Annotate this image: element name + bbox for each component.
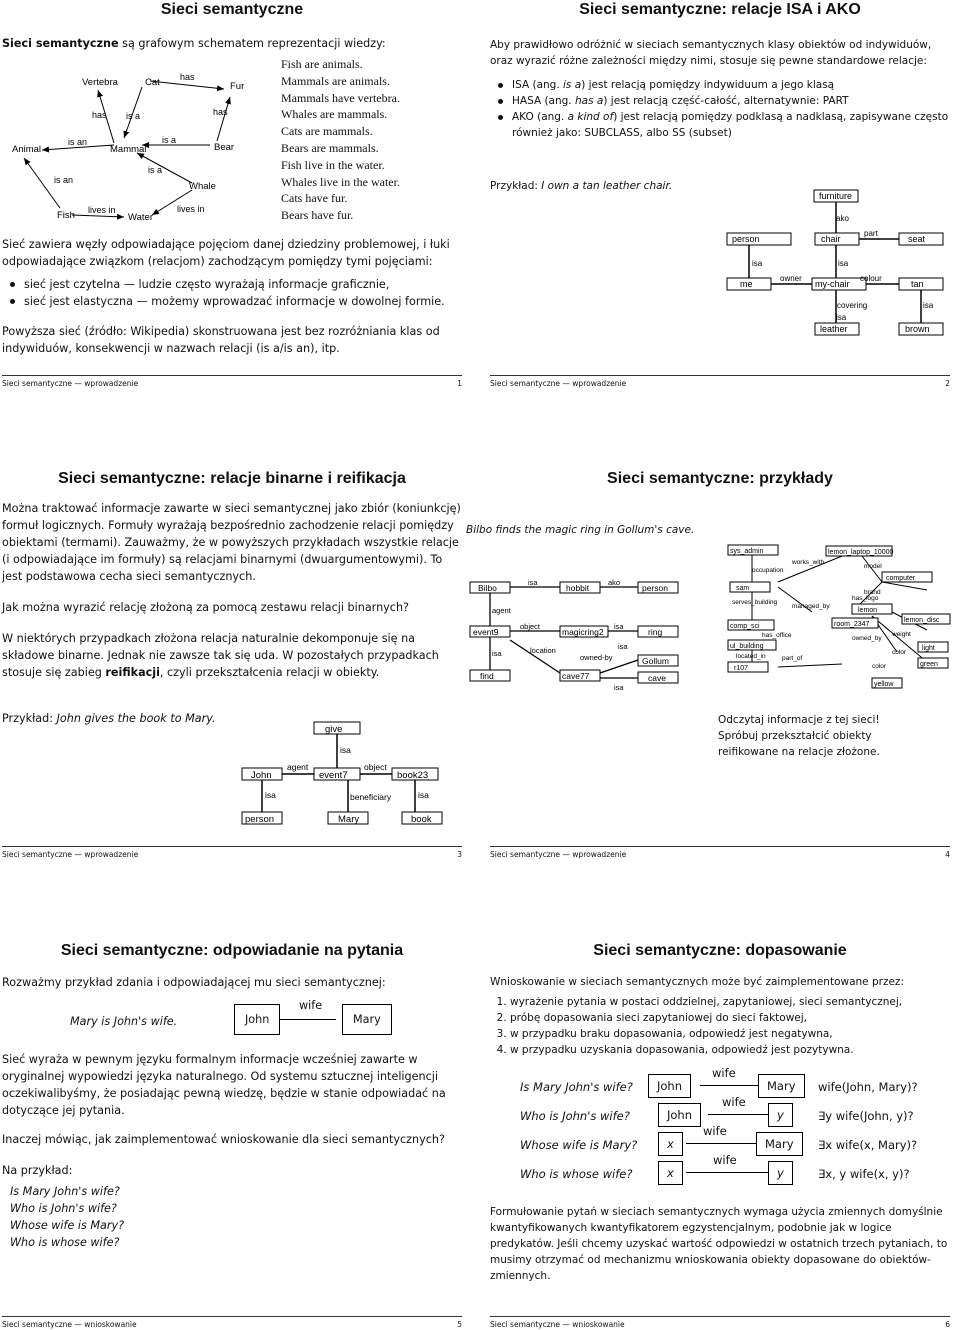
footer: Sieci semantyczne — wprowadzenie 3 bbox=[2, 846, 462, 859]
edge-label: isa bbox=[340, 745, 351, 755]
wife-example: Mary is John's wife. John wife Mary bbox=[2, 997, 462, 1047]
edge-label: agent bbox=[492, 606, 511, 615]
node-label: Bilbo bbox=[478, 583, 497, 593]
bilbo-network-diagram bbox=[466, 578, 706, 698]
query-row: Whose wife is Mary? x wife Mary ∃x wife(x, Mary)? bbox=[490, 1130, 950, 1158]
node-label: book bbox=[411, 814, 432, 825]
paragraph: Jak można wyrazić relację złożoną za pomocą zestawu relacji binarnych? bbox=[2, 601, 409, 614]
footer: Sieci semantyczne — wprowadzenie 2 bbox=[490, 375, 950, 388]
edge-label: isa bbox=[614, 683, 624, 692]
paragraph: Aby prawidłowo odróżnić w sieciach semantycznych klasy obiektów od indywiduów, oraz wyrazić różne zależności między nimi, stosuje się pewne standardowe relacje: bbox=[490, 39, 932, 67]
node-label: Whale bbox=[189, 181, 216, 192]
slide-title: Sieci semantyczne: relacje binarne i reifikacja bbox=[58, 470, 406, 487]
paragraph: W niektórych przypadkach złożona relacja naturalnie dekomponuje się na składowe binarne. Jednak nie zawsze tak się uda. W pozostałych przypadkach stosuje się zabieg reifikacji, czyli przekształcenia relacji w obiekty. bbox=[2, 632, 439, 679]
node-label: chair bbox=[821, 234, 841, 244]
edge-label: is an bbox=[54, 175, 74, 185]
node-label: sys_admin bbox=[730, 548, 764, 555]
node-label: me bbox=[740, 279, 753, 289]
edge-label: isa bbox=[492, 649, 502, 658]
slide-title: Sieci semantyczne: odpowiadanie na pytania bbox=[60, 942, 404, 959]
edge-label: colour bbox=[860, 274, 882, 283]
node-label: my-chair bbox=[815, 279, 850, 289]
edge-label: isa bbox=[752, 259, 763, 268]
node-label: brown bbox=[905, 324, 930, 334]
edge-label: covering bbox=[837, 301, 868, 310]
edge-label: isa bbox=[528, 578, 538, 587]
edge-label: location bbox=[530, 646, 556, 655]
edge-label: has bbox=[180, 72, 195, 82]
edge-label: color bbox=[892, 649, 907, 656]
node-label: leather bbox=[820, 324, 848, 334]
steps-list: 1. wyrażenie pytania w postaci oddzielnej, zapytaniowej, sieci semantycznej, 2. próbę dopasowania sieci zapytaniowej do sieci faktowej, 3. w przypadku braku dopasowania, odpowiedź jest negatywna, 4. w przypadku uzyskania dopasowania, odpowiedź jest pozytywna. bbox=[490, 994, 950, 1058]
node-label: Fur bbox=[230, 81, 245, 92]
node-label: Gollum bbox=[642, 656, 669, 666]
node-label: book23 bbox=[397, 770, 429, 781]
edge-label: weight bbox=[892, 631, 911, 638]
query-row: Who is whose wife? x wife y ∃x, y wife(x, y)? bbox=[490, 1159, 950, 1187]
edge-label: agent bbox=[287, 762, 309, 772]
slide-title: Sieci semantyczne: relacje ISA i AKO bbox=[579, 1, 861, 18]
slide-4 bbox=[466, 470, 950, 758]
edge-label: works_with bbox=[792, 559, 825, 566]
give-network-diagram bbox=[232, 718, 492, 838]
node-label: green bbox=[920, 661, 938, 668]
edge-label: is a bbox=[126, 111, 141, 121]
edge-label: owner bbox=[780, 274, 802, 283]
edge-label: has bbox=[213, 107, 228, 117]
chair-network-diagram bbox=[490, 186, 950, 346]
query-table bbox=[490, 1066, 950, 1192]
slide-6 bbox=[490, 942, 950, 1284]
node-label: Water bbox=[128, 212, 153, 223]
edge-label: ako bbox=[608, 578, 621, 587]
node-label: r107 bbox=[734, 665, 749, 672]
edge-label: has bbox=[92, 110, 107, 120]
node-label: person bbox=[642, 583, 668, 593]
node-label: seat bbox=[908, 234, 926, 244]
node-label: comp_sci bbox=[730, 623, 760, 630]
edge-label: model bbox=[864, 563, 882, 570]
node-label: person bbox=[245, 814, 275, 825]
example: Przykład: John gives the book to Mary. bbox=[2, 712, 216, 725]
node-label: lemon_laptop_10000 bbox=[828, 549, 894, 556]
bullet-list: ISA (ang. is a) jest relacją pomiędzy indywiduum a jego klasą HASA (ang. has a) jest relacją część-całość, alternatywnie: PART AKO (ang. a kind of) jest relacją pomiędzy podklasą a nadklasą, zapisywane często również jako: SUBCLASS, albo SS (subset) bbox=[512, 79, 949, 139]
paragraph: Rozważmy przykład zdania i odpowiadającej mu sieci semantycznej: bbox=[2, 976, 386, 989]
edge-label: isa bbox=[838, 259, 849, 268]
node-label: lemon_disc bbox=[904, 617, 940, 624]
edge-label: wife bbox=[299, 999, 323, 1012]
node-label: Cat bbox=[145, 77, 160, 88]
query-row: Is Mary John's wife? John wife Mary wife(John, Mary)? bbox=[490, 1072, 950, 1100]
slide-5 bbox=[2, 942, 462, 1251]
edge-label: isa bbox=[618, 642, 628, 651]
question-list: Is Mary John's wife? Who is John's wife? Whose wife is Mary? Who is whose wife? bbox=[10, 1185, 125, 1249]
node-label: John bbox=[251, 770, 272, 781]
edge-label: owned_by bbox=[852, 635, 882, 642]
edge-label: has_office bbox=[762, 632, 792, 639]
edge-label: isa bbox=[836, 313, 847, 322]
paragraph: Inaczej mówiąc, jak zaimplementować wnioskowanie dla sieci semantycznych? bbox=[2, 1133, 445, 1146]
node-label: tan bbox=[911, 279, 924, 289]
node-label: hobbit bbox=[566, 583, 590, 593]
facts-list: Fish are animals. Mammals are animals. Mammals have vertebra. Whales are mammals. Cats are mammals. Bears are mammals. Fish live in the water. Whales live in the water. Cats have fur. Bears have fur. bbox=[281, 57, 400, 223]
paragraph: Wnioskowanie w sieciach semantycznych może być zaimplementowane przez: bbox=[490, 976, 904, 988]
edge-label: is an bbox=[68, 137, 88, 147]
bullet-list: sieć jest czytelna — ludzie często wyrażają informacje graficznie, sieć jest elastyczna — możemy wprowadzać informacje w dowolnej formie. bbox=[2, 276, 464, 310]
node-label: Bear bbox=[214, 142, 235, 153]
edge-label: is a bbox=[162, 135, 177, 145]
footer: Sieci semantyczne — wnioskowanie 5 bbox=[2, 1316, 462, 1329]
node-label: cave77 bbox=[562, 671, 590, 681]
edge-label: isa bbox=[923, 301, 934, 310]
node-label: light bbox=[922, 645, 935, 652]
computer-network-diagram bbox=[722, 542, 952, 702]
arrow-icon bbox=[280, 1019, 336, 1020]
slide-title: Sieci semantyczne: przykłady bbox=[607, 470, 833, 487]
node-label: yellow bbox=[874, 681, 894, 688]
example: Bilbo finds the magic ring in Gollum's cave. bbox=[466, 524, 695, 536]
edge-label: managed_by bbox=[792, 603, 830, 610]
slide-1 bbox=[2, 0, 462, 355]
edge-label: has_logo bbox=[852, 595, 879, 602]
slide-2 bbox=[490, 0, 950, 334]
node-label: person bbox=[732, 234, 760, 244]
edge-label: owned-by bbox=[580, 653, 613, 662]
paragraph: Sieć zawiera węzły odpowiadające pojęciom danej dziedziny problemowej, i łuki odpowiadające związkom (relacjom) zachodzącym pomiędzy tymi pojęciami: bbox=[2, 238, 450, 268]
node-label: event7 bbox=[319, 770, 348, 781]
edge-label: isa bbox=[418, 790, 429, 800]
node-john: John bbox=[234, 1004, 280, 1035]
example: Przykład: I own a tan leather chair. bbox=[490, 180, 673, 192]
animal-network-diagram bbox=[2, 55, 282, 230]
paragraph: Formułowanie pytań w sieciach semantycznych wymaga użycia zmiennych domyślnie kwantyfikowanych kwantyfikatorem egzystencjalnym, podobnie jak w logice predykatów. Jeśli chcemy uzyskać wartość odpowiedzi w ostatnich trzech pytaniach, to musimy otrzymać od mechanizmu wnioskowania obiekty dopasowane do obiektów-zmiennych. bbox=[490, 1206, 948, 1282]
edge-label: is a bbox=[148, 165, 163, 175]
edge-label: ako bbox=[836, 214, 849, 223]
node-label: find bbox=[480, 671, 494, 681]
node-label: Fish bbox=[57, 210, 75, 221]
node-label: ul_building bbox=[730, 643, 764, 650]
edge-label: object bbox=[364, 762, 387, 772]
paragraph: Powyższa sieć (źródło: Wikipedia) skonstruowana jest bez rozróżniania klas od indywiduów, konsekwencji w nazwach relacji (is a/is an), itp. bbox=[2, 325, 440, 355]
paragraph: Sieć wyraża w pewnym języku formalnym informacje wcześniej zawarte w oryginalnej wypowiedzi języka naturalnego. Od systemu sztucznej inteligencji oczekiwalibyśmy, że posiadając pewną wiedzę, będzie w stanie odpowiadać na dotyczące jej pytania. bbox=[2, 1053, 446, 1117]
edge-label: isa bbox=[614, 622, 624, 631]
footer: Sieci semantyczne — wprowadzenie 1 bbox=[2, 375, 462, 388]
node-label: sam bbox=[736, 585, 750, 592]
slide-title: Sieci semantyczne bbox=[160, 1, 304, 18]
edge-label: occupation bbox=[752, 567, 784, 574]
side-note: Odczytaj informacje z tej sieci! Spróbuj przekształcić obiekty reifikowane na relacje złożone. bbox=[718, 714, 880, 758]
slide-3 bbox=[2, 470, 462, 825]
node-mary: Mary bbox=[342, 1004, 392, 1035]
node-label: room_2347 bbox=[834, 621, 870, 628]
edge-label: isa bbox=[265, 790, 276, 800]
slide-title: Sieci semantyczne: dopasowanie bbox=[593, 942, 847, 959]
node-label: magicring2 bbox=[562, 627, 604, 637]
footer: Sieci semantyczne — wnioskowanie 6 bbox=[490, 1316, 950, 1329]
edge-label: color bbox=[872, 663, 887, 670]
edge-label: serves_building bbox=[732, 599, 778, 606]
edge-label: beneficiary bbox=[350, 792, 392, 802]
edge-label: located_in bbox=[736, 653, 766, 660]
node-label: event9 bbox=[473, 627, 499, 637]
edge-label: brand bbox=[864, 589, 881, 596]
edge-label: lives in bbox=[88, 205, 116, 215]
node-label: Mammal bbox=[110, 144, 147, 155]
query-row: Who is John's wife? John wife y ∃y wife(John, y)? bbox=[490, 1101, 950, 1129]
node-label: furniture bbox=[819, 191, 853, 201]
node-label: cave bbox=[648, 673, 666, 683]
node-label: ring bbox=[648, 627, 663, 637]
node-label: lemon bbox=[858, 607, 878, 614]
edge-label: part_of bbox=[782, 655, 803, 662]
intro: Sieci semantyczne są grafowym schematem reprezentacji wiedzy: bbox=[2, 37, 386, 50]
footer: Sieci semantyczne — wprowadzenie 4 bbox=[490, 846, 950, 859]
paragraph: Można traktować informacje zawarte w sieci semantycznej jako zbiór (koniunkcję) formuł logicznych. Formuły wyrażają bezpośrednio zachodzenie relacji pomiędzy obiektami (termami). Zauważmy, że w powyższych przykładach wszystkie relacje (i odpowiadające im formuły) są relacjami binarnymi (dwuargumentowymi). To jest podstawowa cecha sieci semantycznych. bbox=[2, 502, 461, 583]
edge-label: lives in bbox=[177, 204, 205, 214]
node-label: Vertebra bbox=[82, 77, 118, 88]
paragraph: Na przykład: bbox=[2, 1164, 73, 1177]
node-label: computer bbox=[886, 575, 916, 582]
edge-label: part bbox=[864, 229, 878, 238]
node-label: Animal bbox=[12, 144, 42, 155]
node-label: Mary bbox=[338, 814, 360, 825]
node-label: give bbox=[325, 724, 343, 735]
edge-label: object bbox=[520, 622, 541, 631]
